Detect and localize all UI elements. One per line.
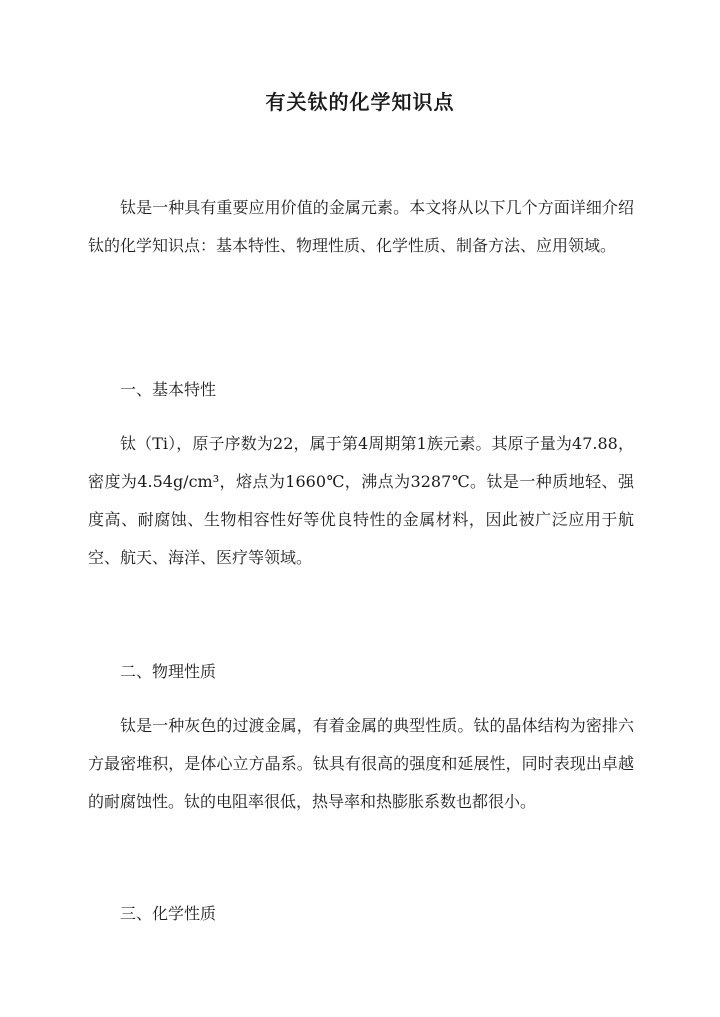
section-body-basic-properties: 钛（Ti），原子序数为22，属于第4周期第1族元素。其原子量为47.88，密度为4.54g/cm³，熔点为1660℃，沸点为3287℃。钛是一种质地轻、强度高、耐腐蚀、生物相容性好等优良特性的金属材料，因此被广泛应用于航空、航天、海洋、医疗等领域。 bbox=[88, 434, 634, 567]
section-heading-chemical-properties: 三、化学性质 bbox=[120, 904, 217, 923]
section-heading-basic-properties: 一、基本特性 bbox=[120, 380, 217, 399]
section-heading-physical-properties: 二、物理性质 bbox=[120, 662, 217, 681]
intro-paragraph: 钛是一种具有重要应用价值的金属元素。本文将从以下几个方面详细介绍钛的化学知识点：基本特性、物理性质、化学性质、制备方法、应用领域。 bbox=[88, 198, 634, 255]
section-body-physical-properties: 钛是一种灰色的过渡金属，有着金属的典型性质。钛的晶体结构为密排六方最密堆积，是体心立方晶系。钛具有很高的强度和延展性，同时表现出卓越的耐腐蚀性。钛的电阻率很低，热导率和热膨胀系数也都很小。 bbox=[88, 716, 634, 811]
document-title: 有关钛的化学知识点 bbox=[265, 90, 455, 114]
